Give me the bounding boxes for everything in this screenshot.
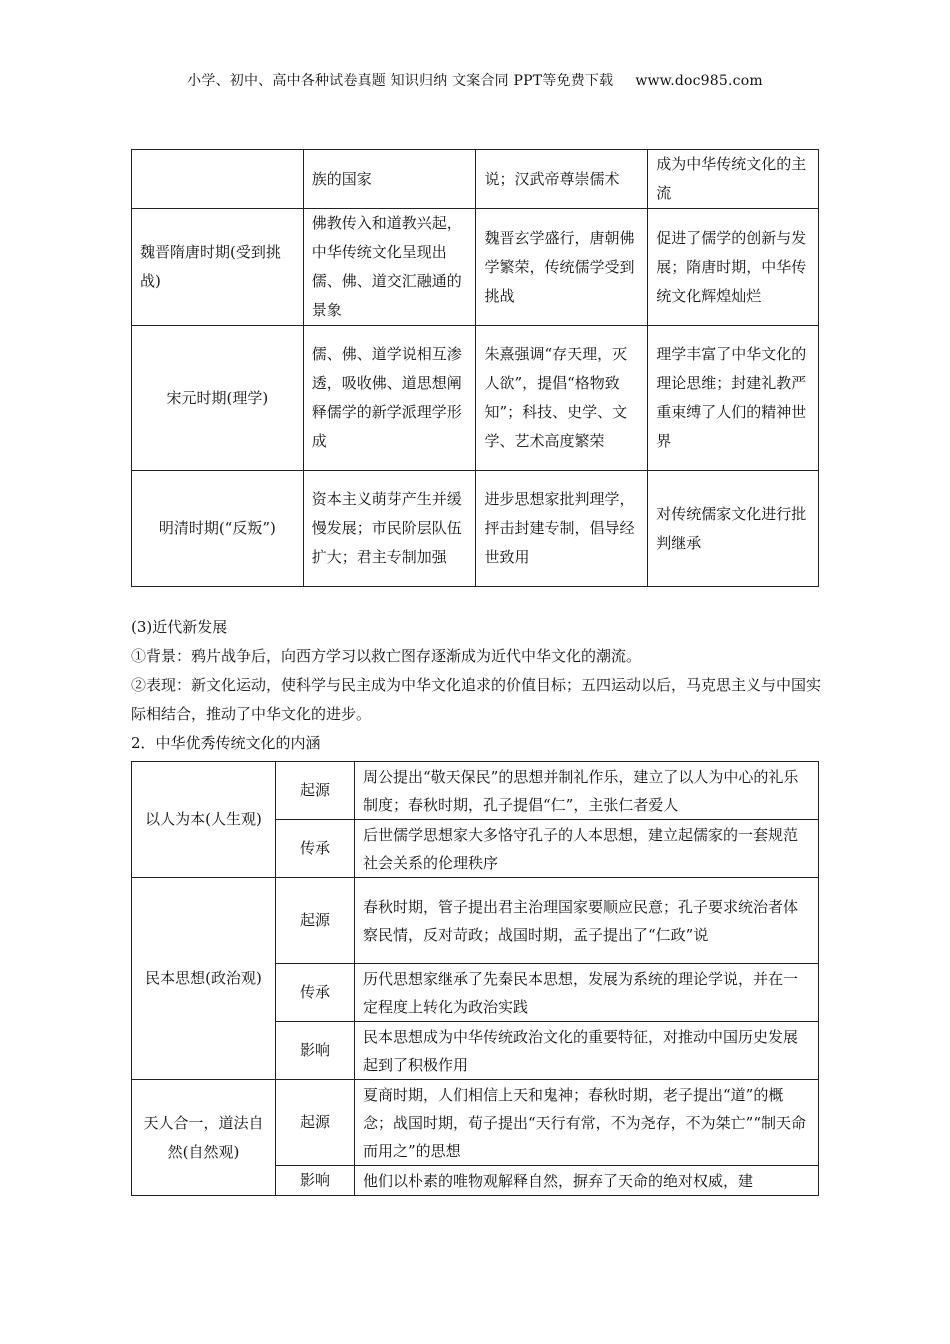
type-cell: 起源 (276, 878, 355, 964)
table-row (132, 209, 819, 326)
type-cell: 传承 (276, 964, 355, 1022)
table-row (132, 878, 819, 964)
type-cell: 起源 (276, 762, 355, 820)
table-row (132, 1080, 819, 1166)
table-cell: 资本主义萌芽产生并缓慢发展；市民阶层队伍扩大；君主专制加强 (303, 471, 476, 587)
header-text: 小学、初中、高中各种试卷真题 知识归纳 文案合同 PPT等免费下载 (187, 73, 614, 89)
type-cell: 影响 (276, 1022, 355, 1080)
table-cell: 说；汉武帝尊崇儒术 (476, 150, 648, 209)
content-cell: 他们以朴素的唯物观解释自然，摒弃了天命的绝对权威，建 (355, 1166, 819, 1196)
table-cell: 朱熹强调“存天理，灭人欲”，提倡“格物致知”；科技、史学、文学、艺术高度繁荣 (476, 326, 648, 471)
table-cell: 成为中华传统文化的主流 (648, 150, 819, 209)
table-row (132, 326, 819, 471)
manifestation-paragraph: ②表现：新文化运动，使科学与民主成为中华文化追求的价值目标；五四运动以后，马克思主义与中国实际相结合，推动了中华文化的进步。 (131, 676, 822, 723)
table-cell: 宋元时期(理学) (132, 326, 304, 471)
history-stages-table (131, 149, 819, 587)
table-row (132, 150, 819, 209)
type-cell: 传承 (276, 820, 355, 878)
content-cell: 春秋时期，管子提出君主治理国家要顺应民意；孔子要求统治者体察民情，反对苛政；战国时期，孟子提出了“仁政”说 (355, 878, 819, 964)
content-cell: 周公提出“敬天保民”的思想并制礼作乐，建立了以人为中心的礼乐制度；春秋时期，孔子提倡“仁”，主张仁者爱人 (355, 762, 819, 820)
table-cell: 明清时期(“反叛”) (132, 471, 304, 587)
table-row (132, 471, 819, 587)
header-url[interactable]: www.doc985.com (635, 73, 763, 89)
table-cell: 族的国家 (303, 150, 476, 209)
content-cell: 民本思想成为中华传统政治文化的重要特征，对推动中国历史发展起到了积极作用 (355, 1022, 819, 1080)
table-cell: 理学丰富了中华文化的理论思维；封建礼教严重束缚了人们的精神世界 (648, 326, 819, 471)
table-cell: 魏晋隋唐时期(受到挑战) (132, 209, 304, 326)
content-cell: 夏商时期，人们相信上天和鬼神；春秋时期，老子提出“道”的概念；战国时期，荀子提出“天行有常，不为尧存，不为桀亡”“制天命而用之”的思想 (355, 1080, 819, 1166)
table-cell: 佛教传入和道教兴起，中华传统文化呈现出儒、佛、道交汇融通的景象 (303, 209, 476, 326)
topic-cell: 天人合一，道法自然(自然观) (132, 1080, 276, 1196)
topic-cell: 以人为本(人生观) (132, 762, 276, 878)
table-cell: 促进了儒学的创新与发展；隋唐时期，中华传统文化辉煌灿烂 (648, 209, 819, 326)
section-heading: 2．中华优秀传统文化的内涵 (131, 734, 321, 752)
background-paragraph: ①背景：鸦片战争后，向西方学习以救亡图存逐渐成为近代中华文化的潮流。 (131, 647, 642, 665)
topic-cell: 民本思想(政治观) (132, 878, 276, 1080)
content-cell: 历代思想家继承了先秦民本思想，发展为系统的理论学说，并在一定程度上转化为政治实践 (355, 964, 819, 1022)
type-cell: 影响 (276, 1166, 355, 1196)
table-cell: 儒、佛、道学说相互渗透，吸收佛、道思想阐释儒学的新学派理学形成 (303, 326, 476, 471)
table-cell: 魏晋玄学盛行，唐朝佛学繁荣，传统儒学受到挑战 (476, 209, 648, 326)
connotation-table (131, 761, 819, 1196)
table-row (132, 762, 819, 820)
content-cell: 后世儒学思想家大多恪守孔子的人本思想，建立起儒家的一套规范社会关系的伦理秩序 (355, 820, 819, 878)
type-cell: 起源 (276, 1080, 355, 1166)
section-title: (3)近代新发展 (131, 618, 228, 636)
table-cell (132, 150, 304, 209)
table-cell: 对传统儒家文化进行批判继承 (648, 471, 819, 587)
page-header (0, 70, 950, 90)
table-cell: 进步思想家批判理学，抨击封建专制，倡导经世致用 (476, 471, 648, 587)
